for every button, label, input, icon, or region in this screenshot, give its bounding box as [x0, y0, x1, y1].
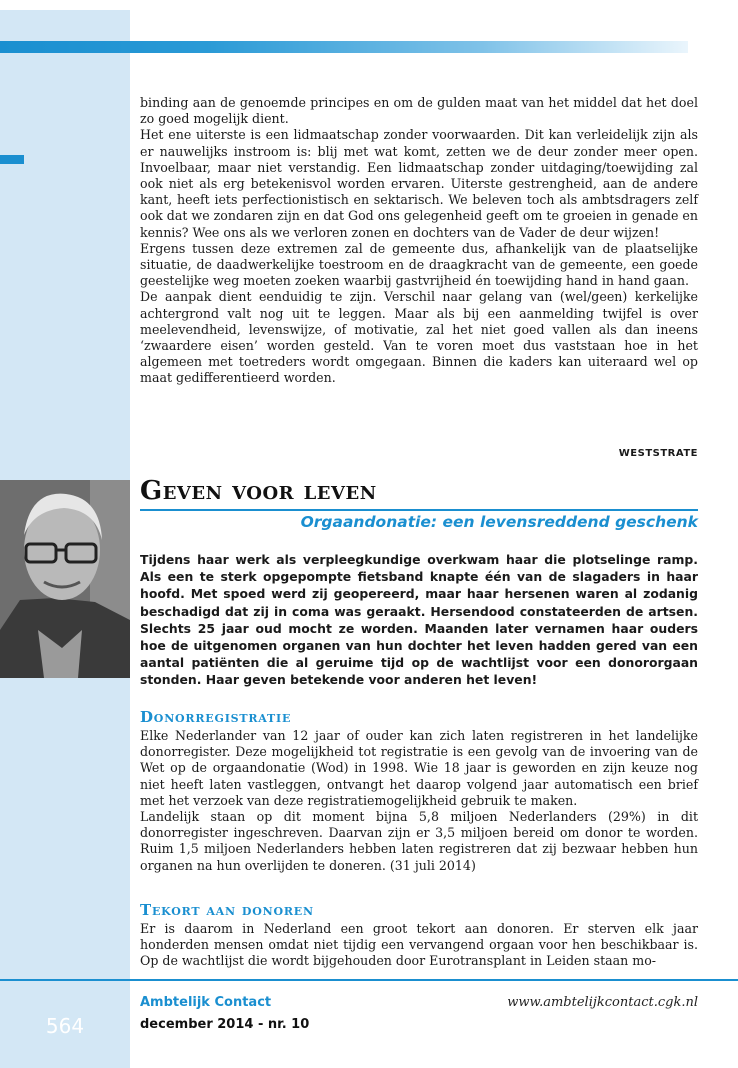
sidebar-accent-mark: [0, 155, 24, 164]
header-gradient-bar: [0, 41, 688, 53]
paragraph: binding aan de genoemde principes en om de gulden maat van het middel dat het doel zo goed mogelijk dient.: [140, 95, 698, 127]
author-signature: WESTSTRATE: [618, 448, 698, 459]
author-portrait-photo: [0, 480, 130, 678]
previous-article-body: [140, 95, 698, 387]
magazine-name: Ambtelijk Contact: [140, 995, 272, 1010]
title-underline: [140, 509, 698, 511]
paragraph: Elke Nederlander van 12 jaar of ouder kan zich laten registreren in het landelijke donorregister. Deze mogelijkheid tot registratie is een gevolg van de invoering van de Wet op de orgaandonatie (Wod) in 1998. Wie 18 jaar is geworden en zijn keuze nog niet heeft laten vastleggen, ontvangt het daarop volgend jaar automatisch een brief met het verzoek van deze registratiemogelijkheid gebruik te maken.: [140, 728, 698, 808]
website-url: www.ambtelijkcontact.cgk.nl: [507, 995, 698, 1010]
article-intro: Tijdens haar werk als verpleegkundige overkwam haar die plotselinge ramp. Als een te sterk opgepompte fietsband knapte één van de slagaders in haar hoofd. Met spoed werd zij geopereerd, maar haar hersenen waren al zodanig beschadigd dat zij in coma was geraakt. Hersendood constateerden de artsen. Slechts 25 jaar oud mocht ze worden. Maanden later vernamen haar ouders hoe de uitgenomen organen van hun dochter het leven hadden gered van een aantal patiënten die al geruime tijd op de wachtlijst voor een donororgaan stonden. Haar geven betekende voor anderen het leven!: [140, 552, 698, 688]
paragraph: Het ene uiterste is een lidmaatschap zonder voorwaarden. Dit kan verleidelijk zijn als er nauwelijks instroom is: blij met wat komt, zetten we de deur zonder meer open. Invoelbaar, maar niet verstandig. Een lidmaatschap zonder uitdaging/toewijding zal ook niet als erg betekenisvol worden ervaren. Uiterste gestrengheid, aan de andere kant, heeft iets perfectionistisch en sektarisch. We beleven toch als ambtsdragers zelf ook dat we zondaren zijn en dat God ons gelegenheid geeft om te groeien in genade en kennis? Wee ons als we verloren zonen en dochters van de Vader de deur wijzen!: [140, 127, 698, 240]
section-heading-donorregistratie: Donorregistratie: [140, 708, 292, 726]
footer-rule: [0, 979, 738, 981]
page-number: 564: [45, 1014, 85, 1038]
paragraph: Landelijk staan op dit moment bijna 5,8 miljoen Nederlanders (29%) in dit donorregister ingeschreven. Daarvan zijn er 3,5 miljoen bereid om donor te worden. Ruim 1,5 miljoen Nederlanders hebben laten registreren dat zij bezwaar hebben hun organen na hun overlijden te doneren. (31 juli 2014): [140, 809, 698, 873]
section-body-donorregistratie: [140, 728, 698, 874]
article-subtitle: Orgaandonatie: een levensreddend geschenk: [300, 513, 698, 531]
article-title: Geven voor leven: [140, 476, 377, 506]
paragraph: De aanpak dient eenduidig te zijn. Verschil naar gelang van (wel/geen) kerkelijke achtergrond valt nog uit te leggen. Maar als bij een aanmelding twijfel is over meelevendheid, levenswijze, of motivatie, zal het niet goed vallen als dan ineens ‘zwaardere eisen’ worden gesteld. Van te voren moet dus vaststaan hoe in het algemeen met toetreders wordt omgegaan. Binnen die kaders kan uiteraard wel op maat gedifferentieerd worden.: [140, 289, 698, 386]
section-body-tekort: [140, 921, 698, 970]
paragraph: Ergens tussen deze extremen zal de gemeente dus, afhankelijk van de plaatselijke situatie, de daadwerkelijke toestroom en de draagkracht van de gemeente, een goede geestelijke weg moeten zoeken waarbij gastvrijheid én toewijding hand in hand gaan.: [140, 240, 698, 289]
section-heading-tekort: Tekort aan donoren: [140, 901, 314, 919]
paragraph: Er is daarom in Nederland een groot tekort aan donoren. Er sterven elk jaar honderden mensen omdat niet tijdig een vervangend orgaan voor hen beschikbaar is. Op de wachtlijst die wordt bijgehouden door Eurotransplant in Leiden staan mo-: [140, 921, 698, 969]
issue-info: december 2014 - nr. 10: [140, 1017, 310, 1032]
